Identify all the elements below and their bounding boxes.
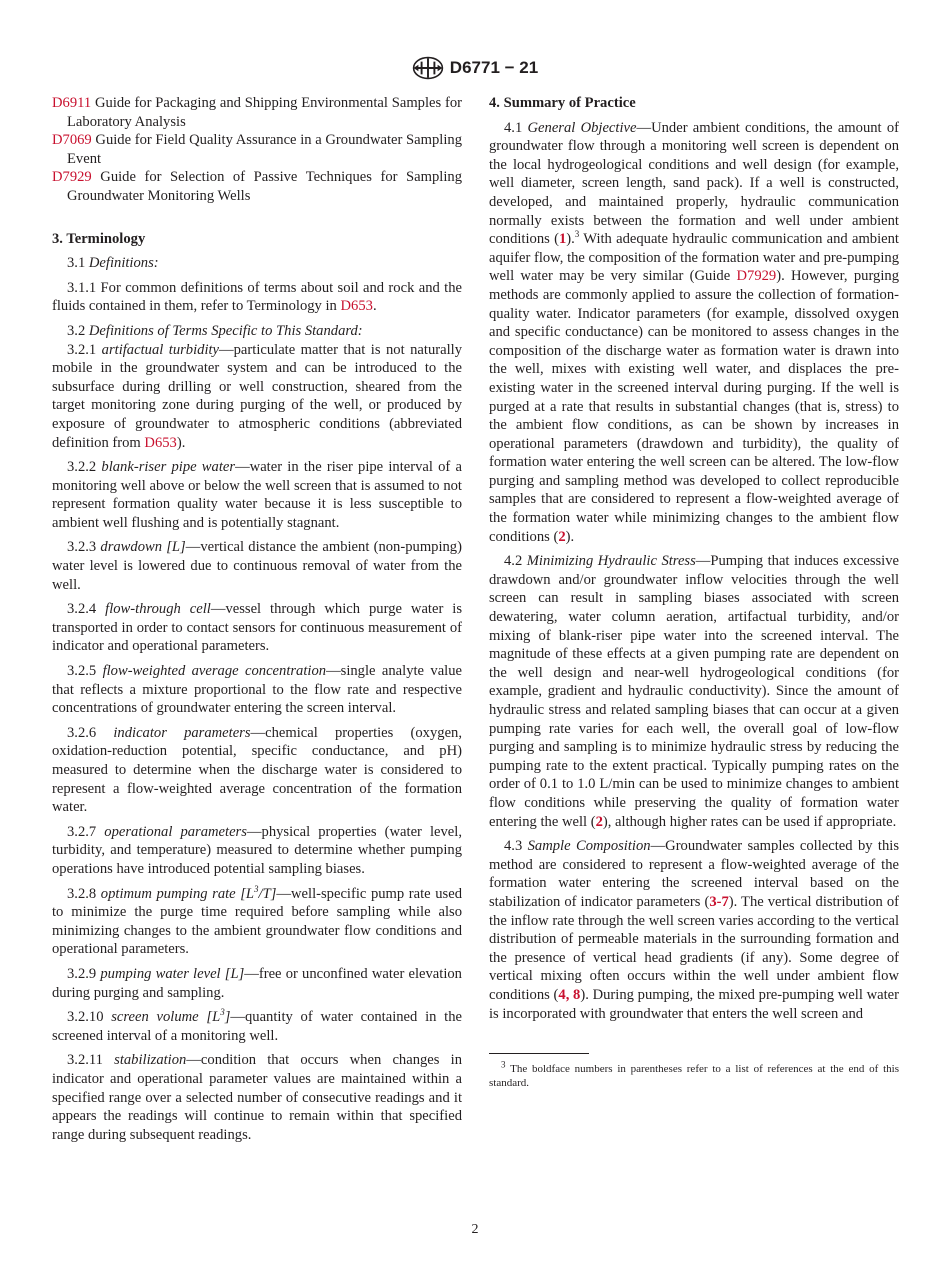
reference-link[interactable]: 4, 8 [558, 986, 581, 1003]
reference-link[interactable]: D653 [340, 298, 373, 315]
definition: 3.2.11 stabilization—condition that occurs when changes in indicator and operational parameter values are maintained within a specified range over a selected number of consecutive readings and it appears the readings will continue to remain within that specified range during subsequent readings. [52, 1052, 462, 1143]
paragraph: 3.2 Definitions of Terms Specific to This Standard: [67, 322, 363, 339]
section-heading: 3. Terminology [52, 230, 146, 247]
definition: 3.2.4 flow-through cell—vessel through which purge water is transported in order to contact sensors for continuous measurement of indicator and operational parameters. [52, 601, 463, 655]
astm-logo-icon [412, 55, 444, 81]
reference-link[interactable]: D7069 [52, 132, 92, 149]
right-column [489, 94, 899, 1096]
definition: 3.2.9 pumping water level [L]—free or unconfined water elevation during purging and sampling. [52, 965, 462, 1001]
paragraph: 3.1.1 For common definitions of terms about soil and rock and the fluids contained in them, refer to Terminology in D653. [52, 279, 462, 315]
page-number: 2 [471, 1222, 479, 1237]
paragraph: 3.1 Definitions: [67, 255, 159, 272]
definition: 3.2.2 blank-riser pipe water—water in the riser pipe interval of a monitoring well above or below the well screen that is assumed to not represent formation quality water because it is less susceptible to ambient well flushing and is potentially stagnant. [52, 459, 462, 531]
reference-link[interactable]: D653 [144, 434, 177, 451]
definition: 3.2.3 drawdown [L]—vertical distance the ambient (non-pumping) water level is lowered due to continuous removal of water from the well. [52, 539, 462, 593]
reference-link[interactable]: 3-7 [709, 893, 729, 910]
footnote: $^3$ The boldface numbers in parentheses refer to a list of references at the end of this standard. [489, 1059, 899, 1090]
reference-link[interactable]: 1 [558, 231, 567, 248]
definition: 3.2.1 artifactual turbidity—particulate matter that is not naturally mobile in the groundwater system and can be introduced to the subsurface during drilling or well construction, sheared from the target monitoring zone during purging of the well, or produced by exposure of groundwater to atmospheric conditions (abbreviated definition from D653). [52, 341, 462, 451]
reference-item: D7069 Guide for Field Quality Assurance in a Groundwater Sampling Event [52, 132, 462, 167]
definition: 3.2.7 operational parameters—physical properties (water level, turbidity, and temperature) measured to determine whether pumping operations have introduced potential sampling biases. [52, 823, 462, 877]
reference-link[interactable]: D6911 [52, 95, 92, 111]
reference-item: D6911 Guide for Packaging and Shipping Environmental Samples for Laboratory Analysis [52, 95, 462, 130]
paragraph: 4.1 General Objective—Under ambient conditions, the amount of groundwater flow through a monitoring well screen is dependent on the local hydrogeological conditions and well design (for example, well diameter, screen length, sand pack). If a well is constructed, developed, and maintained properly, hydraulic communication normally exists between the formation and well under ambient conditions (1).$^3$ With adequate hydraulic communication and ambient aquifer flow, the composition of the formation water and pre-pumping well water may be very similar (Guide D7929). However, purging methods are commonly applied to assure the collection of formation-quality water. Indicator parameters (for example, dissolved oxygen and specific conductance) can be monitored to assess changes in the composition of the discharge water as formation water is drawn into the well, mixes with existing well water, and displaces the pre-existing water in the screened interval during purging. If the well is purged at a rate that results in substantial changes (that is, stress) to the ambient flow conditions, as can be shown by increases in operational parameters (drawdown and turbidity), the quality of formation water entering the well screen can be altered. The low-flow purging and sampling method was developed to collect reproducible samples that are considered to represent a flow-weighted average of the formation water while minimizing changes to the ambient flow conditions (2). [489, 119, 900, 545]
page-header [0, 55, 950, 81]
reference-link[interactable]: 2 [558, 528, 566, 545]
reference-item: D7929 Guide for Selection of Passive Techniques for Sampling Groundwater Monitoring Wells [52, 169, 462, 204]
definition: 3.2.6 indicator parameters—chemical properties (oxygen, oxidation-reduction potential, specific conductance, and pH) measured to determine when the discharge water is considered to represent a flow-weighted average concentration of the formation water. [52, 724, 462, 816]
definition: 3.2.10 screen volume $[L^3]—quantity$ of water contained in the screened interval of a monitoring well. [52, 1007, 462, 1044]
left-column [52, 94, 462, 1150]
footnote-marker: 3 [574, 229, 580, 240]
designation: D6771 − 21 [449, 58, 539, 77]
footnote-divider [489, 1053, 589, 1054]
paragraph: 4.2 Minimizing Hydraulic Stress—Pumping that induces excessive drawdown and/or groundwater inflow velocities through the well screen can result in sampling biases associated with screen dewatering, water column aeration, artifactual turbidity, and/or mixing of blank-riser pipe water into the screened interval. The magnitude of these effects at a given pumping rate are dependent on the well design and near-well hydrogeological conditions (for example, gradient and hydraulic conductivity). Since the amount of hydraulic stress and related sampling biases that can occur at a given pumping rate varies for each well, the overall goal of low-flow purging and sampling is to minimize hydraulic stress by reducing the pumping rate to the extent practical. Typically pumping rates on the order of 0.1 to 1.0 L/min can be used to minimize changes to ambient flow conditions while preserving the quality of formation water entering the well (2), although higher rates can be used if appropriate. [489, 553, 900, 830]
paragraph: 4.3 Sample Composition—Groundwater samples collected by this method are considered to represent a flow-weighted average of the formation water entering the screened interval based on the stabilization of indicator parameters (3-7). The vertical distribution of the inflow rate through the well screen varies according to the vertical distribution of permeable materials in the surrounding formation and the presence of vertical head gradients (if any). Some degree of vertical mixing often occurs within the well under ambient flow conditions (4, 8). During pumping, the mixed pre-pumping well water is incorporated with groundwater that enters the well screen and [489, 838, 900, 1022]
reference-link[interactable]: D7929 [52, 169, 92, 186]
reference-link[interactable]: D7929 [736, 268, 777, 285]
section-heading: 4. Summary of Practice [489, 95, 636, 111]
definition: 3.2.8 optimum pumping rate $[L^3/T]—well$-specific pump rate used to minimize the purge time required before sampling while also minimizing changes to the ambient groundwater flow conditions and operational parameters. [52, 883, 463, 958]
definition: 3.2.5 flow-weighted average concentration—single analyte value that reflects a mixture proportional to the flow rate and respective concentrations of groundwater entering the screen interval. [52, 663, 462, 717]
reference-link[interactable]: 2 [595, 813, 603, 830]
